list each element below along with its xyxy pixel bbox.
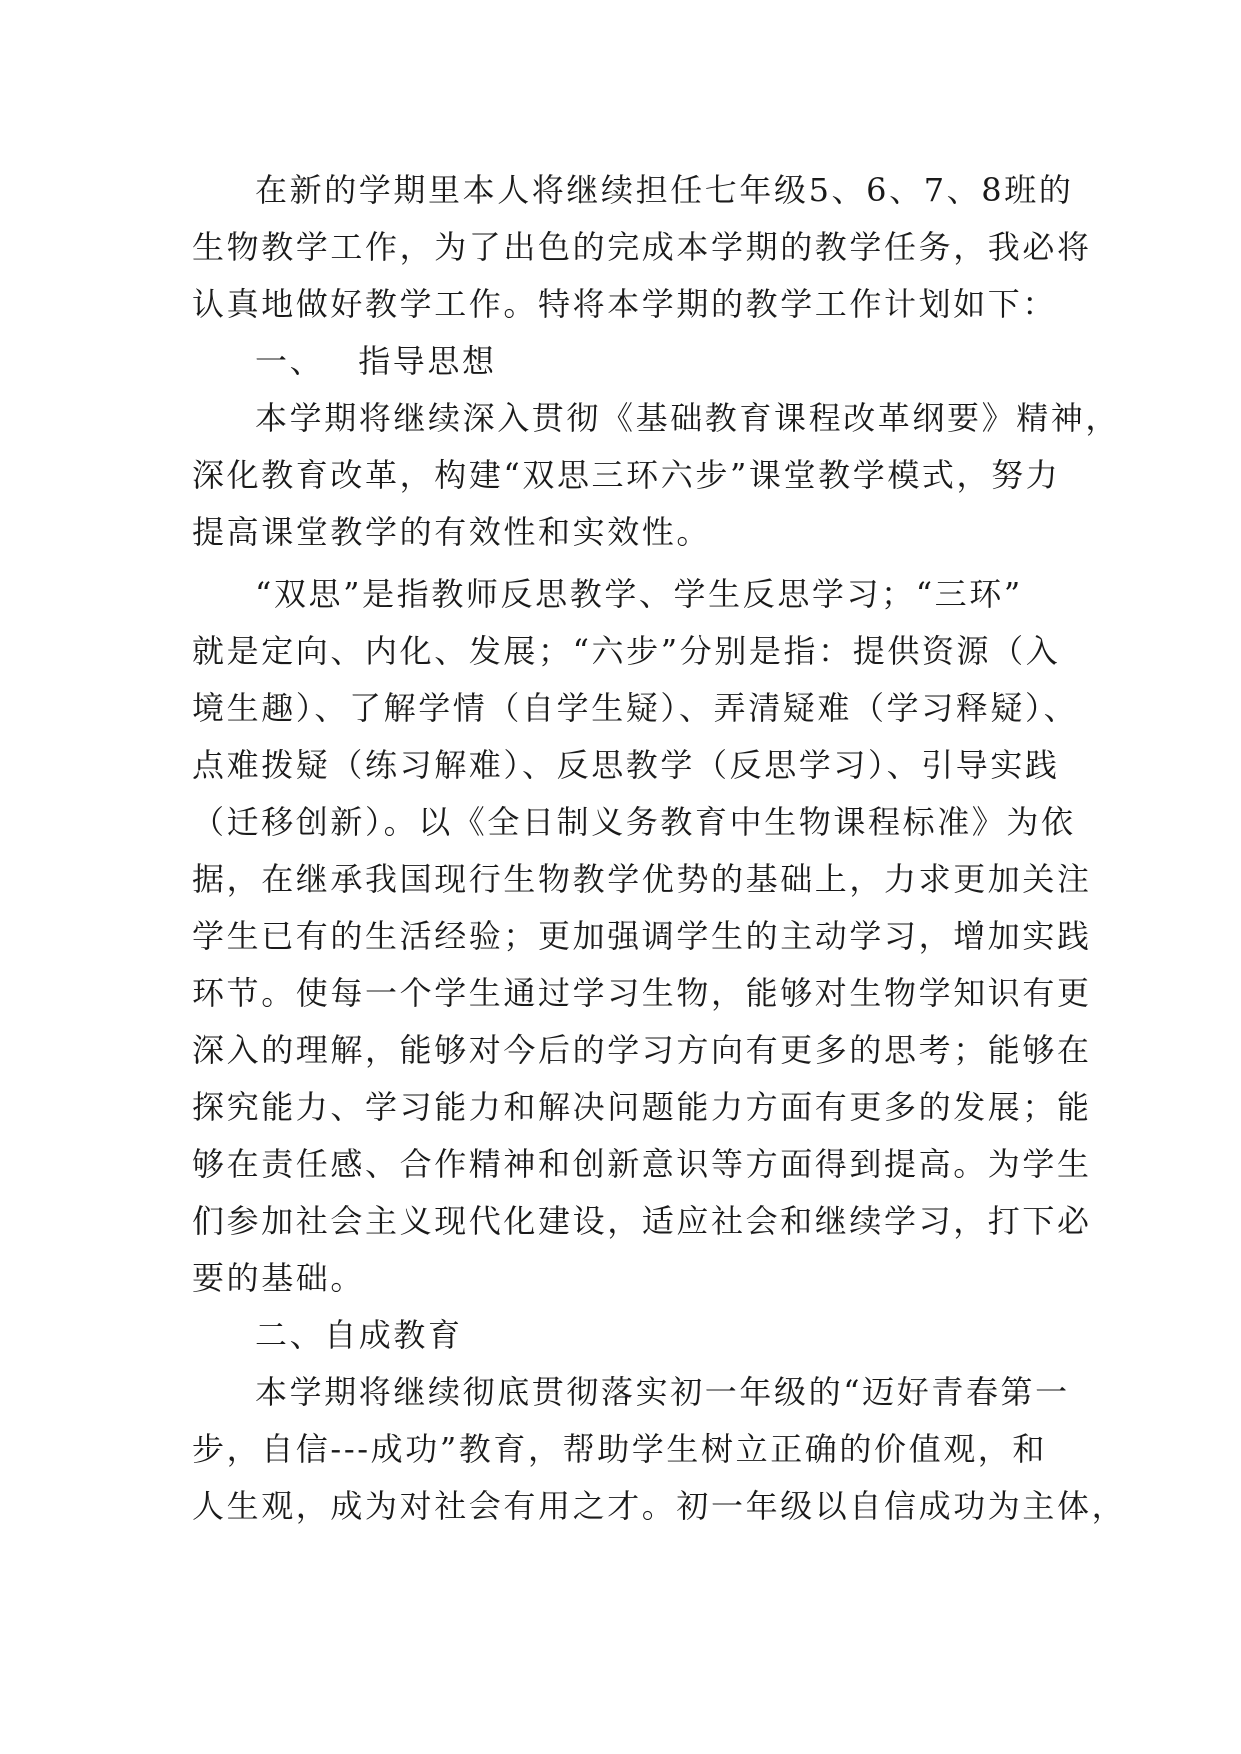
text-line: 生物教学工作，为了出色的完成本学期的教学任务，我必将 — [192, 228, 1092, 266]
text-line: 本学期将继续深入贯彻《基础教育课程改革纲要》精神， — [255, 399, 1121, 437]
section-heading-2 — [192, 1307, 1057, 1364]
self-confidence-paragraph — [192, 1364, 1127, 1535]
text-line: “双思”是指教师反思教学、学生反思学习；“三环” — [255, 575, 1023, 613]
section-title: 指导思想 — [358, 342, 497, 380]
text-line: 深入的理解，能够对今后的学习方向有更多的思考；能够在 — [192, 1031, 1092, 1069]
text-line: 步，自信---成功”教育，帮助学生树立正确的价值观，和 — [192, 1430, 1047, 1468]
guiding-thought-paragraph — [192, 390, 1121, 561]
text-line: 们参加社会主义现代化建设，适应社会和继续学习，打下必 — [192, 1202, 1092, 1240]
document-page — [192, 162, 1127, 1535]
text-line: 据，在继承我国现行生物教学优势的基础上，力求更加关注 — [192, 860, 1092, 898]
text-line: 学生已有的生活经验；更加强调学生的主动学习，增加实践 — [192, 917, 1092, 955]
text-line: 点难拨疑（练习解难）、反思教学（反思学习）、引导实践 — [192, 746, 1060, 784]
section-number: 一、 — [255, 342, 325, 380]
text-line: 境生趣）、了解学情（自学生疑）、弄清疑难（学习释疑）、 — [192, 689, 1079, 727]
teaching-model-paragraph — [192, 566, 1092, 1307]
text-line: 人生观，成为对社会有用之才。初一年级以自信成功为主体， — [192, 1487, 1127, 1525]
text-line: 提高课堂教学的有效性和实效性。 — [192, 513, 712, 551]
text-line: 深化教育改革，构建“双思三环六步”课堂教学模式，努力 — [192, 456, 1061, 494]
text-line: 认真地做好教学工作。特将本学期的教学工作计划如下： — [192, 285, 1058, 323]
intro-paragraph — [192, 162, 1092, 333]
text-line: 探究能力、学习能力和解决问题能力方面有更多的发展；能 — [192, 1088, 1092, 1126]
text-line: 就是定向、内化、发展；“六步”分别是指：提供资源（入 — [192, 632, 1061, 670]
text-line: 在新的学期里本人将继续担任七年级5、6、7、8班的 — [255, 171, 1074, 209]
text-line: 环节。使每一个学生通过学习生物，能够对生物学知识有更 — [192, 974, 1092, 1012]
text-line: 要的基础。 — [192, 1259, 366, 1297]
section-title: 二、自成教育 — [255, 1316, 463, 1354]
text-line: （迁移创新）。以《全日制义务教育中生物课程标准》为依 — [192, 803, 1076, 841]
text-line: 本学期将继续彻底贯彻落实初一年级的“迈好青春第一 — [255, 1373, 1070, 1411]
text-line: 够在责任感、合作精神和创新意识等方面得到提高。为学生 — [192, 1145, 1092, 1183]
section-heading-1 — [192, 333, 1057, 390]
